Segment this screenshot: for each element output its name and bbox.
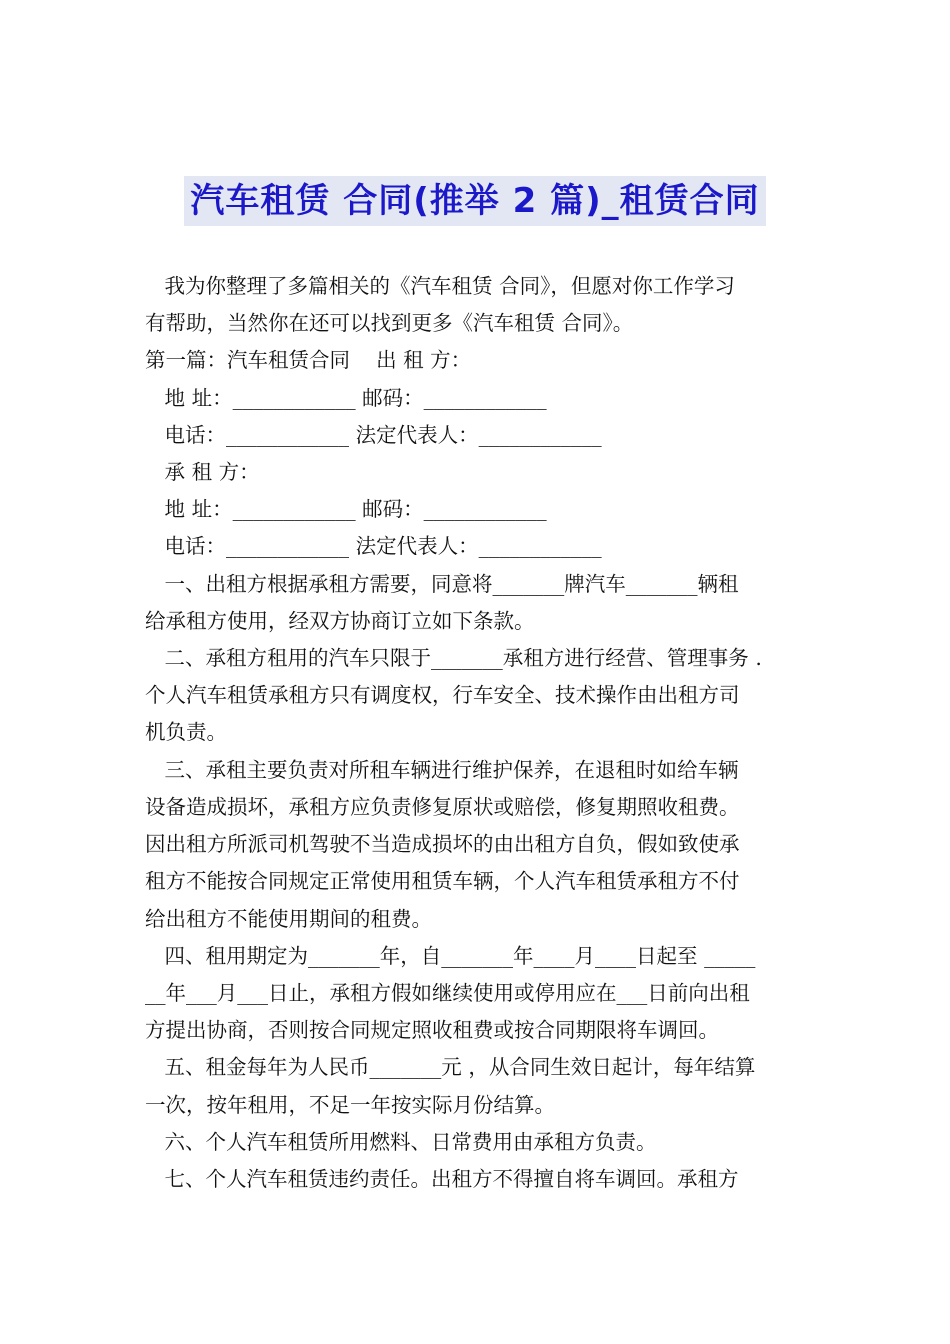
body-line: __年___月___日止，承租方假如继续使用或停用应在___日前向出租: [145, 981, 750, 1005]
body-line: 给承租方使用，经双方协商订立如下条款。: [145, 609, 535, 633]
body-line: 机负责。: [145, 720, 227, 744]
body-line: 给出租方不能使用期间的租费。: [145, 907, 432, 931]
body-line: 电话：____________ 法定代表人：____________: [145, 423, 602, 447]
body-line: 二、承租方租用的汽车只限于_______承租方进行经营、管理事务 .: [145, 646, 762, 670]
body-line: 七、个人汽车租赁违约责任。出租方不得擅自将车调回。承租方: [145, 1167, 739, 1191]
body-line: 六、个人汽车租赁所用燃料、日常费用由承租方负责。: [145, 1130, 657, 1154]
body-line: 第一篇：汽车租赁合同 出 租 方：: [145, 348, 472, 372]
body-line: 一、出租方根据承租方需要，同意将_______牌汽车_______辆租: [145, 572, 739, 596]
body-line: 地 址：____________ 邮码：____________: [145, 386, 547, 410]
body-line: 三、承租主要负责对所租车辆进行维护保养，在退租时如给车辆: [145, 758, 739, 782]
body-line: 因出租方所派司机驾驶不当造成损坏的由出租方自负，假如致使承: [145, 832, 740, 856]
body-line: 有帮助，当然你在还可以找到更多《汽车租赁 合同》。: [145, 311, 634, 335]
body-line: 租方不能按合同规定正常使用租赁车辆，个人汽车租赁承租方不付: [145, 869, 740, 893]
body-line: 我为你整理了多篇相关的《汽车租赁 合同》，但愿对你工作学习: [145, 274, 735, 298]
body-line: 方提出协商，否则按合同规定照收租费或按合同期限将车调回。: [145, 1018, 719, 1042]
body-line: 四、租用期定为_______年，自_______年____月____日起至 _____: [145, 944, 756, 968]
body-line: 地 址：____________ 邮码：____________: [145, 497, 547, 521]
body-line: 承 租 方：: [145, 460, 260, 484]
body-line: 五、租金每年为人民币_______元 ，从合同生效日起计，每年结算: [145, 1055, 756, 1079]
body-line: 电话：____________ 法定代表人：____________: [145, 534, 602, 558]
title-wrap: [0, 176, 950, 226]
body-line: 个人汽车租赁承租方只有调度权，行车安全、技术操作由出租方司: [145, 683, 740, 707]
document-title: 汽车租赁 合同(推举 2 篇)_租赁合同: [184, 176, 765, 226]
body-line: 设备造成损坏，承租方应负责修复原状或赔偿，修复期照收租费。: [145, 795, 740, 819]
body-line: 一次，按年租用，不足一年按实际月份结算。: [145, 1093, 555, 1117]
